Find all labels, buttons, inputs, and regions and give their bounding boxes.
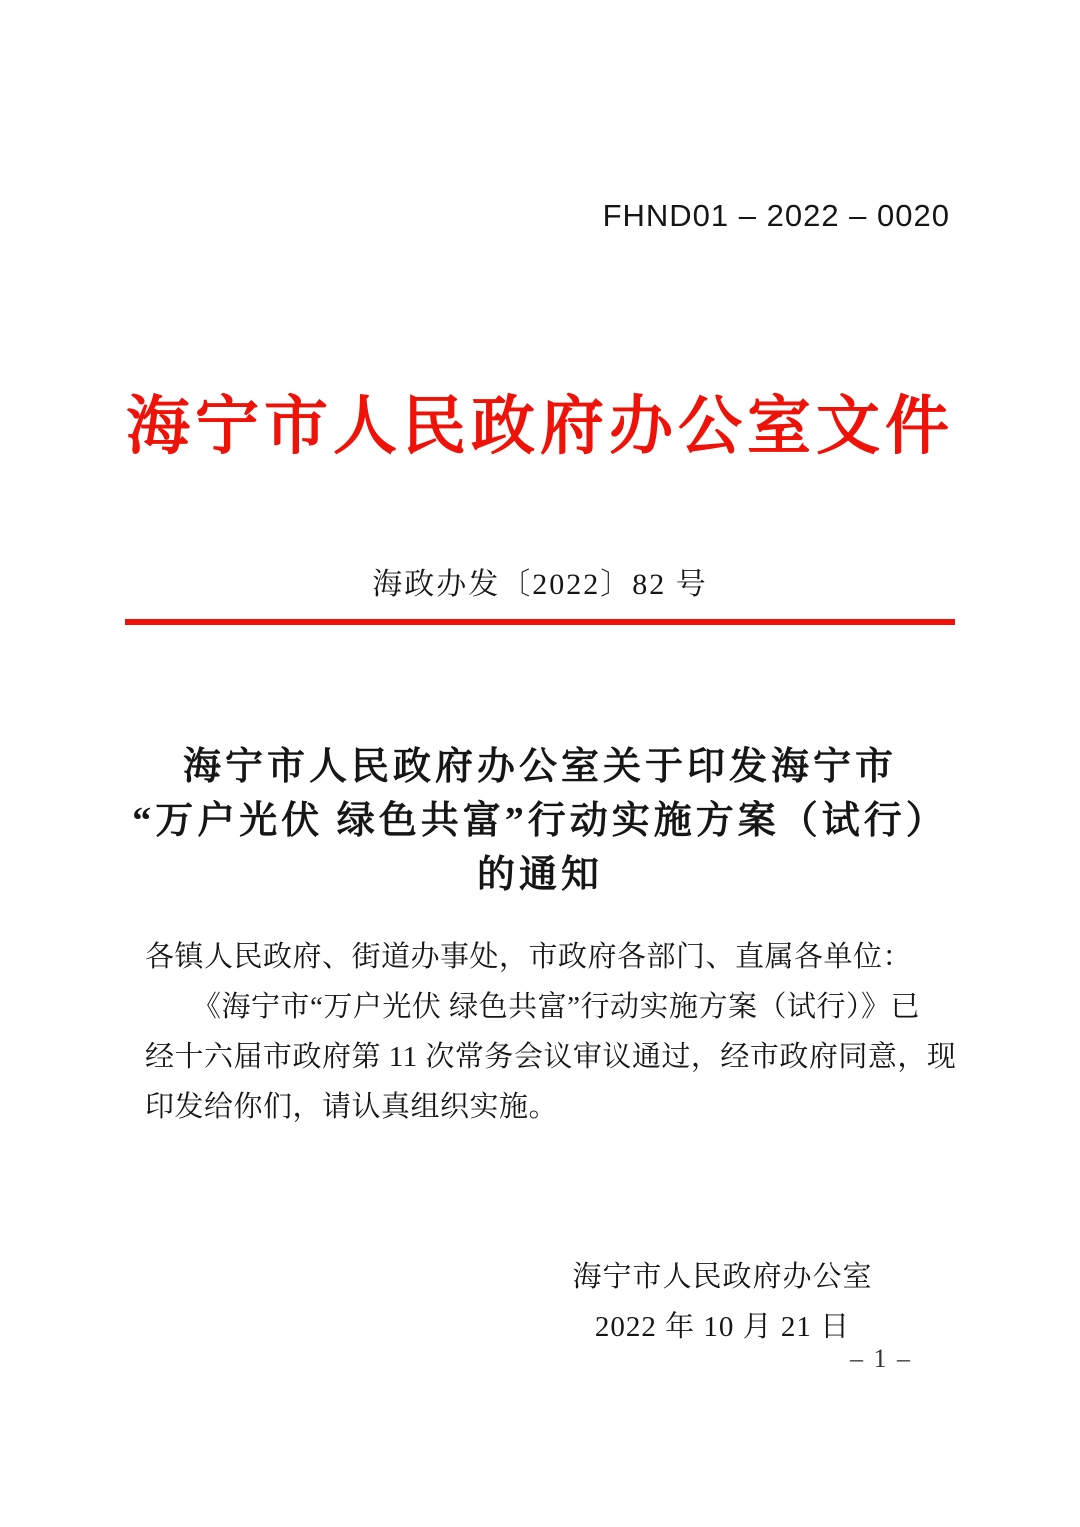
notice-title — [0, 740, 1080, 902]
signature-block — [500, 1252, 945, 1352]
red-divider-line — [125, 619, 955, 625]
issuer-name: 海宁市人民政府办公室 — [572, 1261, 873, 1293]
doc-reference-code: FHND01 – 2022 – 0020 — [602, 198, 950, 233]
notice-title-line-1: 海宁市人民政府办公室关于印发海宁市 — [182, 746, 897, 788]
body-line-2: 经十六届市政府第 11 次常务会议审议通过，经市政府同意，现 — [145, 1041, 957, 1073]
document-number: 海政办发〔2022〕82 号 — [372, 568, 708, 601]
page-number: – 1 – — [850, 1344, 912, 1373]
notice-title-line-3: 的通知 — [476, 854, 603, 896]
body-text — [145, 932, 955, 1132]
salutation-line: 各镇人民政府、街道办事处，市政府各部门、直属各单位： — [145, 941, 913, 973]
letterhead-title: 海宁市人民政府办公室文件 — [126, 391, 954, 462]
notice-title-line-2: “万户光伏 绿色共富”行动实施方案（试行） — [132, 800, 948, 842]
issue-date: 2022 年 10 月 21 日 — [594, 1311, 851, 1343]
body-line-3: 印发给你们，请认真组织实施。 — [145, 1091, 559, 1123]
body-line-1: 《海宁市“万户光伏 绿色共富”行动实施方案（试行）》已 — [192, 991, 920, 1023]
